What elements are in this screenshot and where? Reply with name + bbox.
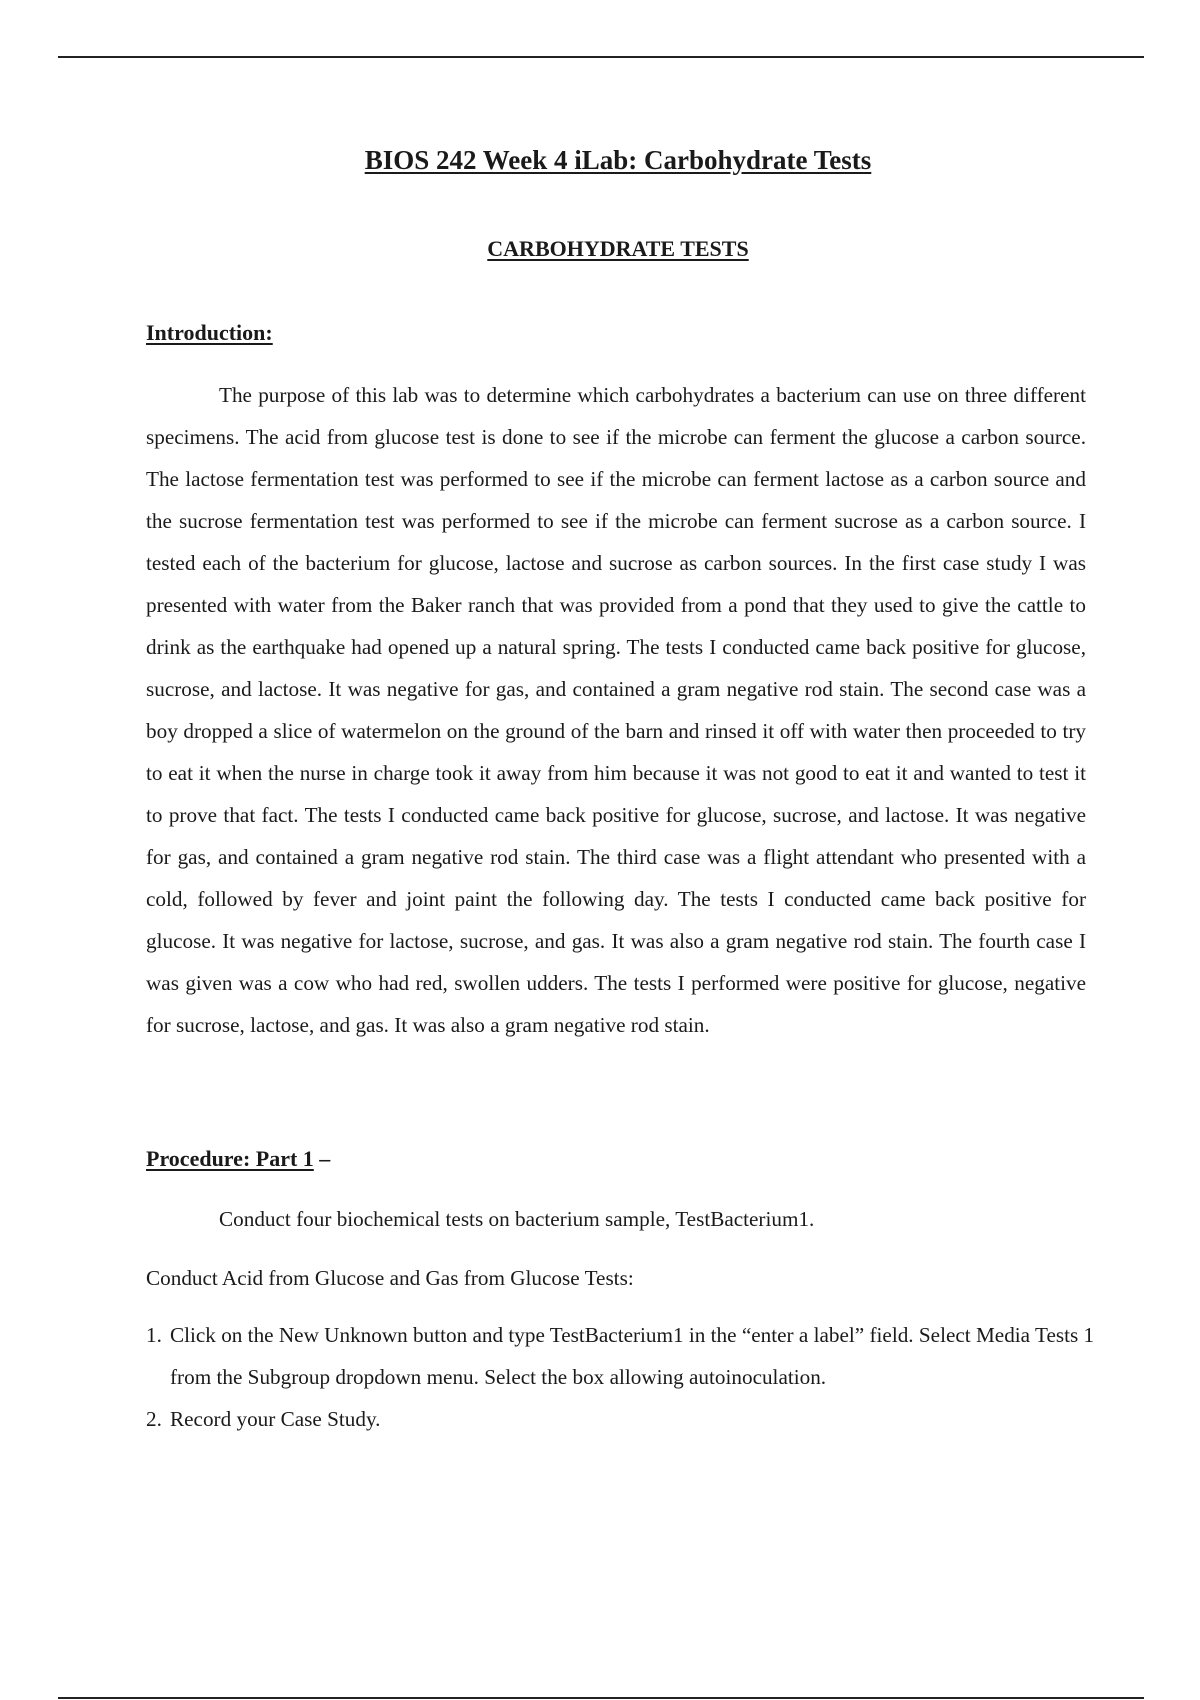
procedure-heading-text: Procedure: Part 1	[146, 1146, 314, 1171]
list-item	[146, 1398, 1096, 1440]
step-number: 2.	[146, 1407, 162, 1431]
procedure-paragraph: Conduct four biochemical tests on bacterium sample, TestBacterium1.	[219, 1207, 815, 1231]
introduction-heading-text: Introduction:	[146, 320, 273, 345]
procedure-heading-dash: –	[313, 1146, 331, 1171]
step-text: Click on the New Unknown button and type TestBacterium1 in the “enter a label” field. Select Media Tests 1 from the Subgroup dropdown menu. Select the box allowing autoinoculation.	[170, 1323, 1095, 1389]
introduction-paragraph: The purpose of this lab was to determine which carbohydrates a bacterium can use on three different specimens. The acid from glucose test is done to see if the microbe can ferment the glucose a carbon source. The lactose fermentation test was performed to see if the microbe can ferment lactose as a carbon source and the sucrose fermentation test was performed to see if the microbe can ferment sucrose as a carbon source. I tested each of the bacterium for glucose, lactose and sucrose as carbon sources. In the first case study I was presented with water from the Baker ranch that was provided from a pond that they used to give the cattle to drink as the earthquake had opened up a natural spring. The tests I conducted came back positive for glucose, sucrose, and lactose. It was negative for gas, and contained a gram negative rod stain. The second case was a boy dropped a slice of watermelon on the ground of the barn and rinsed it off with water then proceeded to try to eat it when the nurse in charge took it away from him because it was not good to eat it and wanted to test it to prove that fact. The tests I conducted came back positive for glucose, sucrose, and lactose. It was negative for gas, and contained a gram negative rod stain. The third case was a flight attendant who presented with a cold, followed by fever and joint paint the following day. The tests I conducted came back positive for glucose. It was negative for lactose, sucrose, and gas. It was also a gram negative rod stain. The fourth case I was given was a cow who had red, swollen udders. The tests I performed were positive for glucose, negative for sucrose, lactose, and gas. It was also a gram negative rod stain.	[146, 383, 1086, 1037]
section-title: CARBOHYDRATE TESTS	[487, 236, 749, 261]
bottom-rule	[58, 1697, 1144, 1699]
procedure-heading	[146, 1146, 330, 1172]
procedure-steps-list	[146, 1314, 1096, 1440]
list-item	[146, 1314, 1096, 1398]
glucose-tests-paragraph: Conduct Acid from Glucose and Gas from Glucose Tests:	[146, 1266, 634, 1290]
step-text: Record your Case Study.	[170, 1407, 381, 1431]
introduction-heading	[146, 320, 273, 346]
document-title: BIOS 242 Week 4 iLab: Carbohydrate Tests	[364, 145, 872, 175]
top-rule	[58, 56, 1144, 58]
step-number: 1.	[146, 1323, 162, 1347]
